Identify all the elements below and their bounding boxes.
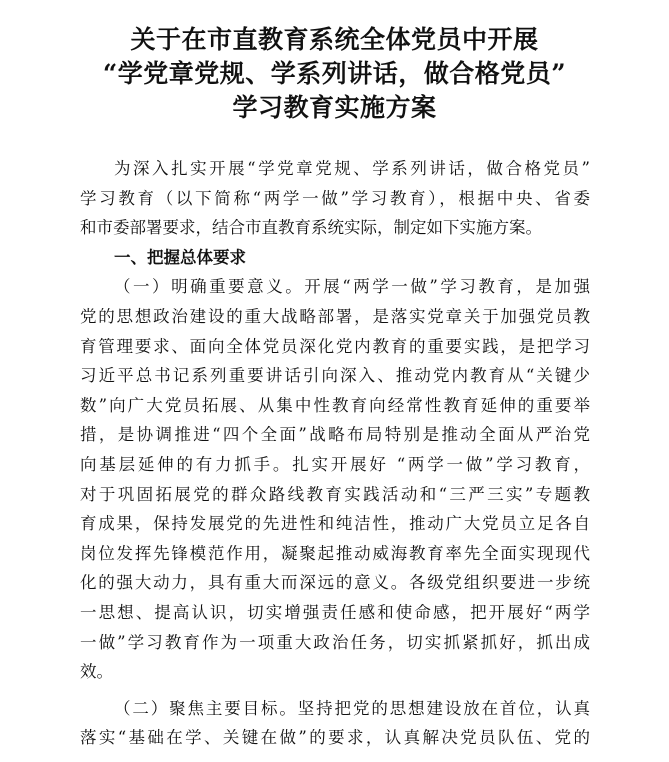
paragraph-line: 岗位发挥先锋模范作用，凝聚起推动威海教育率先全面实现现代 [80,543,590,563]
paragraph-line: 对于巩固拓展党的群众路线教育实践活动和“三严三实”专题教 [80,484,590,504]
paragraph-line: 一做”学习教育作为一项重大政治任务，切实抓紧抓好，抓出成 [80,632,590,652]
paragraph-line: 向基层延伸的有力抓手。扎实开展好 “两学一做”学习教育， [80,454,590,474]
paragraph-line: 化的强大动力，具有重大而深远的意义。各级党组织要进一步统 [80,573,590,593]
paragraph-line: 习近平总书记系列重要讲话引向深入、推动党内教育从“关键少 [80,366,590,386]
paragraph-line: 措，是协调推进“四个全面”战略布局特别是推动全面从严治党 [80,425,590,445]
paragraph-line: 育管理要求、面向全体党员深化党内教育的重要实践，是把学习 [80,336,590,356]
paragraph-line: 党的思想政治建设的重大战略部署，是落实党章关于加强党员教 [80,306,590,326]
paragraph-line: （一）明确重要意义。开展“两学一做”学习教育，是加强 [114,277,590,297]
document-title-line-1: 关于在市直教育系统全体党员中开展 [130,25,539,54]
document-body [80,154,590,753]
paragraph-gap [80,687,590,694]
intro-line: 为深入扎实开展“学党章党规、学系列讲话，做合格党员” [114,159,590,178]
paragraph-line: 一思想、提高认识，切实增强责任感和使命感，把开展好“两学 [80,602,590,622]
section-heading: 一、把握总体要求 [114,247,246,267]
document-title-line-3: 学习教育实施方案 [232,93,437,122]
paragraph-line: 落实“基础在学、关键在做”的要求，认真解决党员队伍、党的 [80,728,590,748]
paragraph-line: 数”向广大党员拓展、从集中性教育向经常性教育延伸的重要举 [80,395,590,415]
intro-line: 和市委部署要求，结合市直教育系统实际，制定如下实施方案。 [80,218,542,238]
paragraph-line: （二）聚焦主要目标。坚持把党的思想建设放在首位，认真 [114,698,590,718]
intro-line: 学习教育（以下简称“两学一做”学习教育），根据中央、省委 [80,188,590,208]
paragraph-line: 育成果，保持发展党的先进性和纯洁性，推动广大党员立足各自 [80,514,590,534]
paragraph-line: 效。 [80,662,113,682]
document-title-line-2: “学党章党规、学系列讲话，做合格党员” [102,59,567,88]
